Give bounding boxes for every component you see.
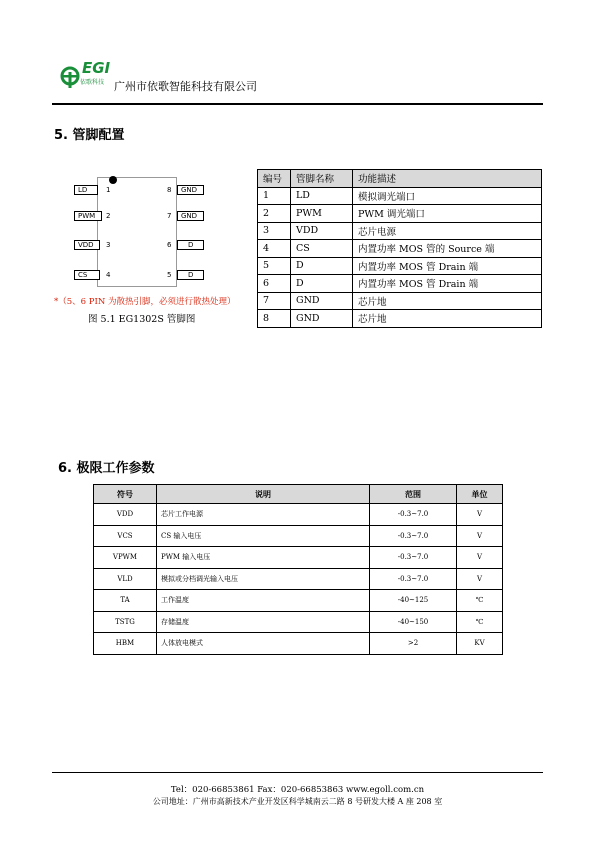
pin-number-2: 2 [106, 212, 111, 220]
column-header: 单位 [457, 485, 503, 504]
table-cell: V [457, 504, 503, 526]
logo-text: EGI [82, 59, 111, 77]
table-cell: ℃ [457, 590, 503, 612]
pin-label-ld: LD [74, 185, 98, 195]
column-header: 符号 [94, 485, 157, 504]
pin-label-pwm: PWM [74, 211, 102, 221]
section-title-pin-config: 5. 管脚配置 [54, 128, 125, 143]
table-row [94, 611, 503, 633]
table-row [258, 240, 542, 258]
table-cell: 1 [258, 187, 291, 205]
table-cell: -0.3~7.0 [370, 568, 457, 590]
column-header: 管脚名称 [291, 170, 353, 188]
footer-divider [52, 772, 543, 773]
table-row [258, 205, 542, 223]
table-cell: 3 [258, 222, 291, 240]
table-cell: V [457, 525, 503, 547]
table-cell: >2 [370, 633, 457, 655]
company-logo [60, 59, 112, 94]
table-cell: D [291, 257, 353, 275]
table-row [258, 310, 542, 328]
table-row [258, 275, 542, 293]
table-cell: 6 [258, 275, 291, 293]
header-divider [52, 103, 543, 105]
column-header: 功能描述 [353, 170, 542, 188]
table-cell: KV [457, 633, 503, 655]
table-cell: GND [291, 292, 353, 310]
table-row [258, 222, 542, 240]
pin-label-gnd-7: GND [177, 211, 204, 221]
table-cell: V [457, 568, 503, 590]
column-header: 编号 [258, 170, 291, 188]
thermal-pin-note: *（5、6 PIN 为散热引脚，必须进行散热处理） [54, 297, 236, 307]
pin-label-cs: CS [74, 270, 100, 280]
footer-contact: Tel：020-66853861 Fax：020-66853863 www.egoll.com.cn [170, 785, 425, 795]
pin-label-d-6: D [177, 240, 204, 250]
company-name: 广州市依歌智能科技有限公司 [114, 80, 257, 93]
pin-label-gnd-8: GND [177, 185, 204, 195]
table-cell: -0.3~7.0 [370, 525, 457, 547]
table-cell: 模拟调光端口 [353, 187, 542, 205]
pin-number-1: 1 [106, 186, 111, 194]
table-cell: 芯片电源 [353, 222, 542, 240]
table-cell: 内置功率 MOS 管 Drain 端 [353, 257, 542, 275]
logo-subtext: 依歌科技 [80, 79, 105, 86]
table-cell: 芯片地 [353, 310, 542, 328]
table-row [94, 504, 503, 526]
table-row [258, 187, 542, 205]
table-cell: LD [291, 187, 353, 205]
table-cell: -0.3~7.0 [370, 504, 457, 526]
pin-number-6: 6 [167, 241, 172, 249]
table-cell: 7 [258, 292, 291, 310]
absolute-ratings-table [93, 484, 503, 655]
table-cell: TSTG [94, 611, 157, 633]
table-cell: VDD [291, 222, 353, 240]
table-cell: 内置功率 MOS 管的 Source 端 [353, 240, 542, 258]
pin-description-table [257, 169, 542, 328]
table-cell: GND [291, 310, 353, 328]
table-row [94, 547, 503, 569]
section-title-absolute-ratings: 6. 极限工作参数 [58, 461, 155, 476]
table-cell: 模拟或分档调光输入电压 [157, 568, 370, 590]
table-row [94, 633, 503, 655]
table-cell: -40~150 [370, 611, 457, 633]
column-header: 说明 [157, 485, 370, 504]
table-cell: 芯片地 [353, 292, 542, 310]
pin-number-7: 7 [167, 212, 172, 220]
table-cell: 内置功率 MOS 管 Drain 端 [353, 275, 542, 293]
table-cell: CS 输入电压 [157, 525, 370, 547]
table-row [94, 525, 503, 547]
table-row [94, 590, 503, 612]
table-row [258, 257, 542, 275]
table-cell: VLD [94, 568, 157, 590]
table-cell: V [457, 547, 503, 569]
table-cell: -40~125 [370, 590, 457, 612]
table-cell: 芯片工作电源 [157, 504, 370, 526]
table-cell: ℃ [457, 611, 503, 633]
pin-number-8: 8 [167, 186, 172, 194]
footer-address: 公司地址：广州市高新技术产业开发区科学城南云二路 8 号研发大楼 A 座 208 室 [152, 797, 443, 806]
table-row [94, 568, 503, 590]
table-cell: 5 [258, 257, 291, 275]
table-cell: PWM 调光端口 [353, 205, 542, 223]
table-cell: CS [291, 240, 353, 258]
table-cell: VDD [94, 504, 157, 526]
table-header-row [258, 170, 542, 188]
figure-caption: 图 5.1 EG1302S 管脚图 [88, 314, 196, 325]
table-cell: VCS [94, 525, 157, 547]
table-cell: 存储温度 [157, 611, 370, 633]
table-header-row [94, 485, 503, 504]
table-cell: 人体放电模式 [157, 633, 370, 655]
table-cell: VPWM [94, 547, 157, 569]
pin-label-d-5: D [177, 270, 204, 280]
table-cell: 工作温度 [157, 590, 370, 612]
table-cell: PWM [291, 205, 353, 223]
table-cell: -0.3~7.0 [370, 547, 457, 569]
pin-label-vdd: VDD [74, 240, 100, 250]
table-cell: 2 [258, 205, 291, 223]
column-header: 范围 [370, 485, 457, 504]
pin-number-3: 3 [106, 241, 111, 249]
table-cell: PWM 输入电压 [157, 547, 370, 569]
table-cell: TA [94, 590, 157, 612]
pin-number-4: 4 [106, 271, 111, 279]
table-cell: 4 [258, 240, 291, 258]
table-cell: HBM [94, 633, 157, 655]
table-row [258, 292, 542, 310]
pin1-marker [109, 176, 117, 184]
table-cell: D [291, 275, 353, 293]
table-cell: 8 [258, 310, 291, 328]
pin-number-5: 5 [167, 271, 172, 279]
